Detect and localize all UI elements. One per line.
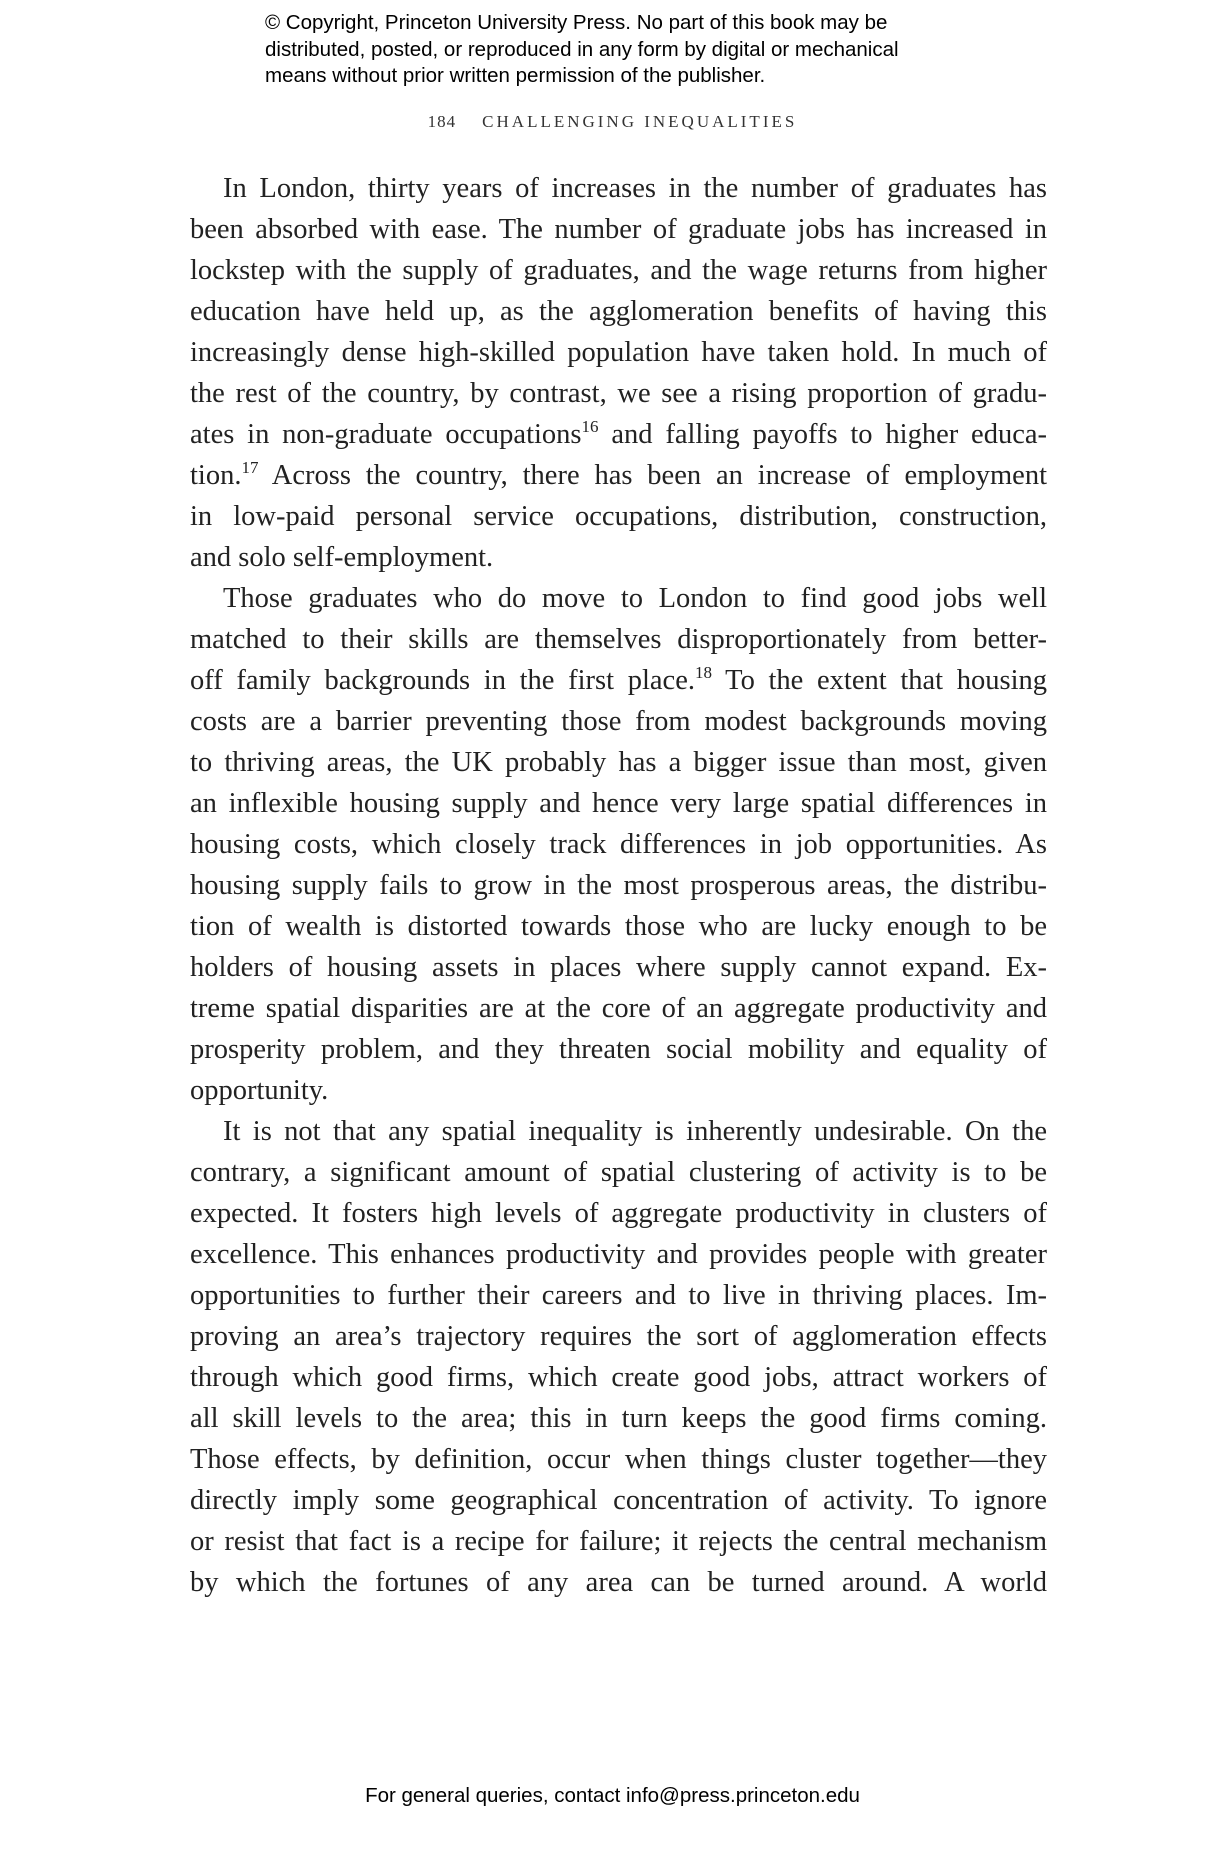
text-line bbox=[190, 168, 1047, 209]
text-line bbox=[190, 1275, 1047, 1316]
footer-contact: For general queries, contact info@press.princeton.edu bbox=[365, 1784, 860, 1807]
line-text: proving an area’s trajectory requires the sort of agglomeration effects bbox=[190, 1321, 1047, 1352]
paragraph bbox=[190, 578, 1047, 1111]
text-line bbox=[190, 209, 1047, 250]
line-text: expected. It fosters high levels of aggregate productivity in clusters of bbox=[190, 1198, 1047, 1229]
line-text: off family backgrounds in the first place. bbox=[190, 665, 695, 696]
paragraph bbox=[190, 1111, 1047, 1603]
line-text: and falling payoffs to higher educa- bbox=[598, 419, 1048, 450]
text-line bbox=[190, 1029, 1047, 1070]
line-text: by which the fortunes of any area can be turned around. A world bbox=[190, 1567, 1047, 1598]
text-line bbox=[190, 742, 1047, 783]
line-text: matched to their skills are themselves disproportionately from better- bbox=[190, 624, 1047, 655]
text-line bbox=[190, 1439, 1047, 1480]
line-text: treme spatial disparities are at the core of an aggregate productivity and bbox=[190, 993, 1047, 1024]
line-text: excellence. This enhances productivity and provides people with greater bbox=[190, 1239, 1047, 1270]
line-text: the rest of the country, by contrast, we see a rising proportion of gradu- bbox=[190, 378, 1047, 409]
text-line bbox=[190, 1480, 1047, 1521]
line-text: tion of wealth is distorted towards those who are lucky enough to be bbox=[190, 911, 1047, 942]
line-text: and solo self-employment. bbox=[190, 542, 494, 573]
line-text: in low-paid personal service occupations, distribution, construction, bbox=[190, 501, 1047, 532]
text-line bbox=[190, 824, 1047, 865]
text-line bbox=[190, 1070, 1047, 1111]
text-line bbox=[190, 578, 1047, 619]
text-line bbox=[190, 947, 1047, 988]
line-text: housing costs, which closely track differences in job opportunities. As bbox=[190, 829, 1047, 860]
chapter-title: CHALLENGING INEQUALITIES bbox=[482, 112, 798, 131]
line-text: tion. bbox=[190, 460, 242, 491]
footnote-reference[interactable]: 16 bbox=[581, 417, 599, 436]
copyright-line: distributed, posted, or reproduced in any form by digital or mechanical bbox=[265, 37, 899, 61]
text-line bbox=[190, 783, 1047, 824]
text-line bbox=[190, 1562, 1047, 1603]
line-text: Those effects, by definition, occur when things cluster together—they bbox=[190, 1444, 1047, 1475]
text-line bbox=[190, 1193, 1047, 1234]
line-text: been absorbed with ease. The number of graduate jobs has increased in bbox=[190, 214, 1047, 245]
line-text: an inflexible housing supply and hence very large spatial differences in bbox=[190, 788, 1047, 819]
copyright-line: © Copyright, Princeton University Press. No part of this book may be bbox=[265, 11, 888, 34]
line-text: holders of housing assets in places where supply cannot expand. Ex- bbox=[190, 952, 1047, 983]
line-text: opportunities to further their careers and to live in thriving places. Im- bbox=[190, 1280, 1047, 1311]
text-line bbox=[190, 1398, 1047, 1439]
page-number: 184 bbox=[427, 112, 457, 131]
line-text: directly imply some geographical concentration of activity. To ignore bbox=[190, 1485, 1047, 1516]
line-text: housing supply fails to grow in the most prosperous areas, the distribu- bbox=[190, 870, 1047, 901]
copyright-notice bbox=[265, 10, 1025, 90]
running-head bbox=[0, 112, 1225, 132]
copyright-line: means without prior written permission of the publisher. bbox=[265, 64, 766, 87]
line-text: through which good firms, which create good jobs, attract workers of bbox=[190, 1362, 1047, 1393]
line-text: prosperity problem, and they threaten social mobility and equality of bbox=[190, 1034, 1047, 1065]
text-line bbox=[190, 619, 1047, 660]
line-text: Those graduates who do move to London to find good jobs well bbox=[223, 583, 1047, 614]
text-line bbox=[190, 414, 1047, 455]
body-text bbox=[190, 168, 1047, 1603]
line-text: increasingly dense high-skilled population have taken hold. In much of bbox=[190, 337, 1047, 368]
text-line bbox=[190, 455, 1047, 496]
text-line bbox=[190, 701, 1047, 742]
footnote-reference[interactable]: 18 bbox=[694, 663, 712, 682]
text-line bbox=[190, 988, 1047, 1029]
line-text: contrary, a significant amount of spatial clustering of activity is to be bbox=[190, 1157, 1047, 1188]
text-line bbox=[190, 1521, 1047, 1562]
text-line bbox=[190, 1234, 1047, 1275]
text-line bbox=[190, 332, 1047, 373]
text-line bbox=[190, 373, 1047, 414]
paragraph bbox=[190, 168, 1047, 578]
footnote-reference[interactable]: 17 bbox=[241, 458, 259, 477]
text-line bbox=[190, 250, 1047, 291]
text-line bbox=[190, 660, 1047, 701]
line-text: all skill levels to the area; this in turn keeps the good firms coming. bbox=[190, 1403, 1047, 1434]
line-text: To the extent that housing bbox=[711, 665, 1047, 696]
line-text: opportunity. bbox=[190, 1075, 329, 1106]
line-text: It is not that any spatial inequality is inherently undesirable. On the bbox=[223, 1116, 1047, 1147]
line-text: or resist that fact is a recipe for failure; it rejects the central mechanism bbox=[190, 1526, 1047, 1557]
text-line bbox=[190, 291, 1047, 332]
line-text: Across the country, there has been an increase of employment bbox=[258, 460, 1047, 491]
text-line bbox=[190, 537, 1047, 578]
text-line bbox=[190, 496, 1047, 537]
text-line bbox=[190, 865, 1047, 906]
line-text: lockstep with the supply of graduates, and the wage returns from higher bbox=[190, 255, 1047, 286]
line-text: costs are a barrier preventing those from modest backgrounds moving bbox=[190, 706, 1047, 737]
text-line bbox=[190, 906, 1047, 947]
line-text: education have held up, as the agglomeration benefits of having this bbox=[190, 296, 1047, 327]
line-text: ates in non-graduate occupations bbox=[190, 419, 582, 450]
text-line bbox=[190, 1111, 1047, 1152]
line-text: to thriving areas, the UK probably has a bigger issue than most, given bbox=[190, 747, 1047, 778]
text-line bbox=[190, 1316, 1047, 1357]
text-line bbox=[190, 1152, 1047, 1193]
text-line bbox=[190, 1357, 1047, 1398]
line-text: In London, thirty years of increases in the number of graduates has bbox=[223, 173, 1047, 204]
